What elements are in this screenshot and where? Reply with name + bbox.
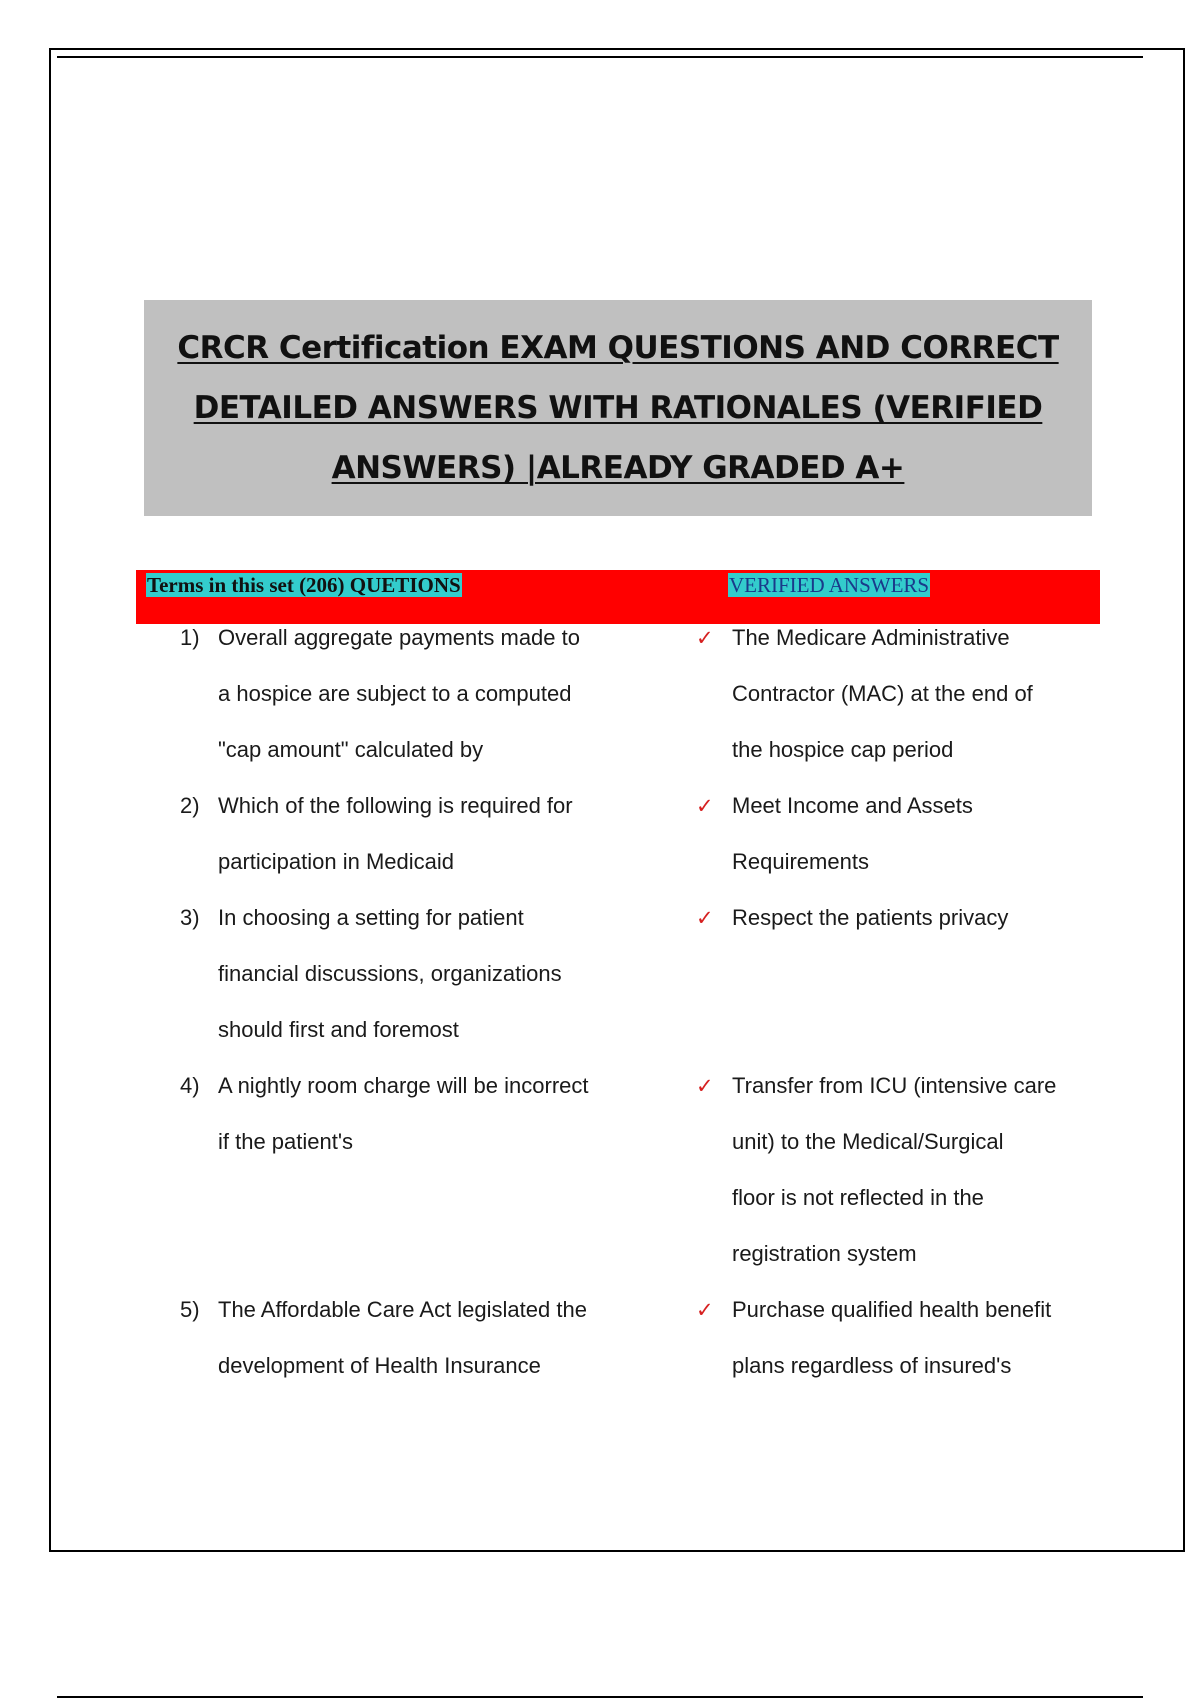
title-line-3: ANSWERS) |ALREADY GRADED A+ <box>331 450 905 486</box>
question-line: development of Health Insurance <box>218 1353 541 1378</box>
question-line: participation in Medicaid <box>218 849 455 874</box>
answer-line: floor is not reflected in the <box>732 1185 984 1210</box>
answer-line: Contractor (MAC) at the end of <box>732 681 1033 706</box>
questions-header: Terms in this set (206) QUETIONS <box>147 573 461 597</box>
check-mark-icon: ✓ <box>696 794 714 818</box>
question-number: 2) <box>180 793 200 818</box>
answer-line: The Medicare Administrative <box>732 625 1010 650</box>
qa-item-1 <box>180 610 1100 778</box>
question-text <box>218 890 696 1058</box>
answer-text <box>732 1058 1100 1282</box>
question-line: The Affordable Care Act legislated the <box>218 1297 587 1322</box>
question-text <box>218 1282 696 1394</box>
title-line-2: DETAILED ANSWERS WITH RATIONALES (VERIFIED <box>193 390 1043 426</box>
qa-item-5 <box>180 1282 1100 1394</box>
title-line-1: CRCR Certification EXAM QUESTIONS AND CORRECT <box>177 330 1059 366</box>
answer-line: unit) to the Medical/Surgical <box>732 1129 1004 1154</box>
qa-item-4 <box>180 1058 1100 1282</box>
question-line: Which of the following is required for <box>218 793 573 818</box>
question-line: financial discussions, organizations <box>218 961 562 986</box>
answer-text <box>732 778 1100 890</box>
answer-line: Requirements <box>732 849 869 874</box>
answer-line: the hospice cap period <box>732 737 954 762</box>
question-line: In choosing a setting for patient <box>218 905 524 930</box>
question-line: Overall aggregate payments made to <box>218 625 580 650</box>
answer-line: Purchase qualified health benefit <box>732 1297 1052 1322</box>
answer-line: Meet Income and Assets <box>732 793 973 818</box>
question-line: a hospice are subject to a computed <box>218 681 572 706</box>
question-line: should first and foremost <box>218 1017 459 1042</box>
answer-text <box>732 890 1100 946</box>
answer-line: plans regardless of insured's <box>732 1353 1012 1378</box>
top-rule <box>57 56 1143 58</box>
question-line: if the patient's <box>218 1129 354 1154</box>
answer-text <box>732 610 1100 778</box>
answer-text <box>732 1282 1100 1394</box>
answer-line: Respect the patients privacy <box>732 905 1009 930</box>
qa-item-3 <box>180 890 1100 1058</box>
answer-line: registration system <box>732 1241 917 1266</box>
question-number: 4) <box>180 1073 200 1098</box>
answer-line: Transfer from ICU (intensive care <box>732 1073 1057 1098</box>
title-box <box>144 300 1092 516</box>
bottom-rule <box>57 1696 1143 1698</box>
question-text <box>218 778 696 890</box>
question-line: "cap amount" calculated by <box>218 737 484 762</box>
question-number: 1) <box>180 625 200 650</box>
qa-item-2 <box>180 778 1100 890</box>
question-text <box>218 610 696 778</box>
answers-header: VERIFIED ANSWERS <box>729 573 930 597</box>
check-mark-icon: ✓ <box>696 1074 714 1098</box>
check-mark-icon: ✓ <box>696 906 714 930</box>
check-mark-icon: ✓ <box>696 1298 714 1322</box>
qa-list <box>180 610 1100 1394</box>
check-mark-icon: ✓ <box>696 626 714 650</box>
question-text <box>218 1058 696 1170</box>
question-line: A nightly room charge will be incorrect <box>218 1073 589 1098</box>
question-number: 5) <box>180 1297 200 1322</box>
question-number: 3) <box>180 905 200 930</box>
